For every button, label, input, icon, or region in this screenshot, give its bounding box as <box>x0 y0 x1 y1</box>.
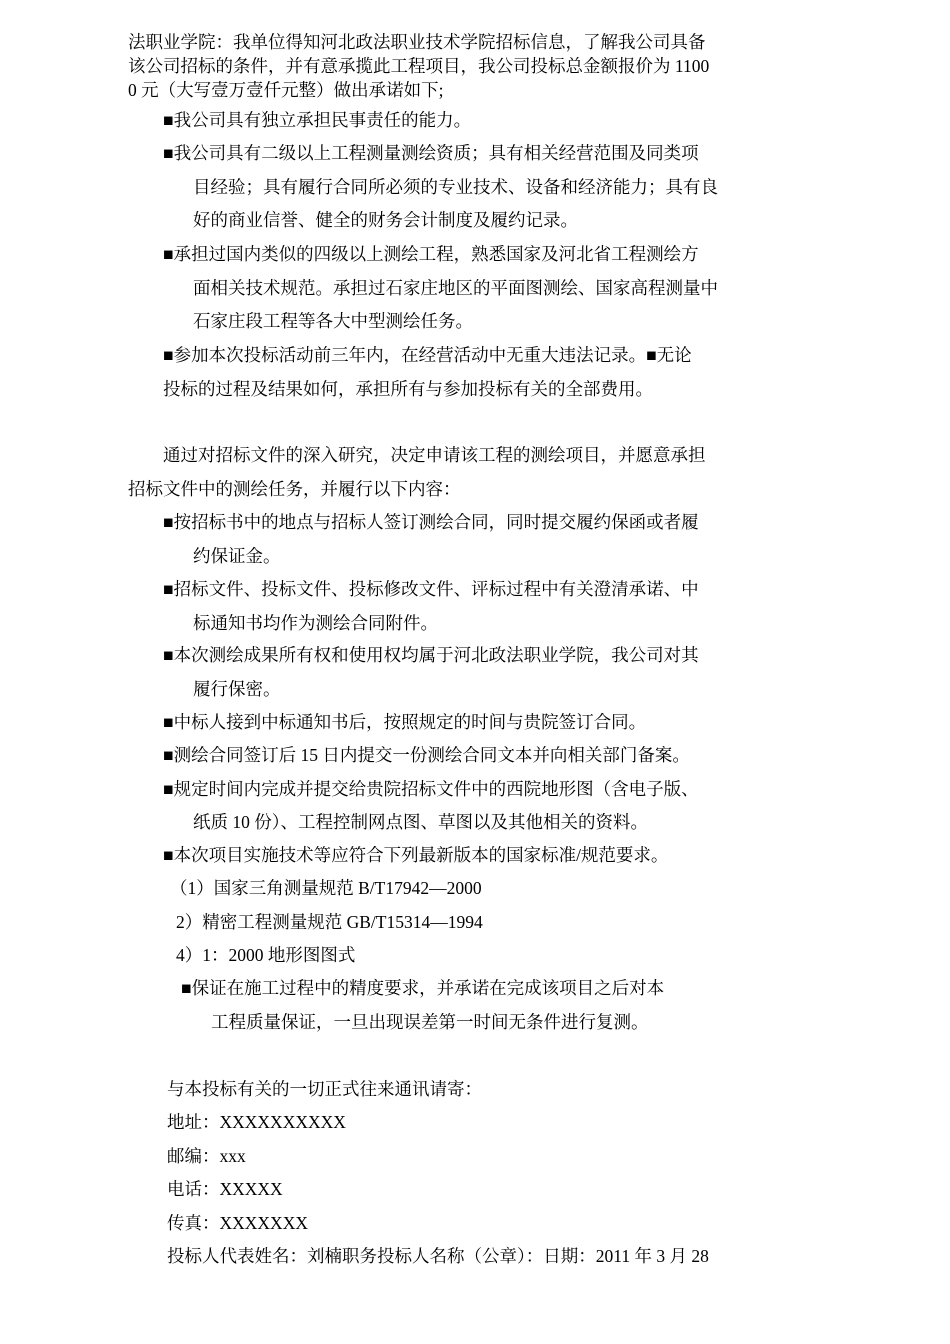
commitment-item-7: ■本次项目实施技术等应符合下列最新版本的国家标准/规范要求。 <box>163 845 669 865</box>
contact-phone: 电话：XXXXX <box>167 1179 283 1199</box>
commitment-item-2-line-2: 标通知书均作为测绘合同附件。 <box>193 613 438 633</box>
qualification-item-2-line-2: 目经验；具有履行合同所必须的专业技术、设备和经济能力；具有良 <box>193 177 718 197</box>
qualification-item-3-line-3: 石家庄段工程等各大中型测绘任务。 <box>193 311 473 331</box>
standard-item-1: （1）国家三角测量规范 B/T17942—2000 <box>170 878 482 898</box>
contact-postcode: 邮编：xxx <box>167 1146 246 1166</box>
standard-item-2: 2）精密工程测量规范 GB/T15314—1994 <box>176 912 483 932</box>
commitment-intro-line-1: 通过对招标文件的深入研究，决定申请该工程的测绘项目，并愿意承担 <box>163 445 706 465</box>
guarantee-line-1: ■保证在施工过程中的精度要求，并承诺在完成该项目之后对本 <box>181 978 665 998</box>
contact-address: 地址：XXXXXXXXXX <box>167 1112 346 1132</box>
commitment-item-1-line-1: ■按招标书中的地点与招标人签订测绘合同，同时提交履约保函或者履 <box>163 512 699 532</box>
intro-line-3: 0 元（大写壹万壹仟元整）做出承诺如下; <box>128 80 444 100</box>
commitment-item-3-line-1: ■本次测绘成果所有权和使用权均属于河北政法职业学院，我公司对其 <box>163 645 699 665</box>
commitment-item-3-line-2: 履行保密。 <box>193 679 281 699</box>
qualification-item-3-line-1: ■承担过国内类似的四级以上测绘工程，熟悉国家及河北省工程测绘方 <box>163 244 699 264</box>
commitment-item-2-line-1: ■招标文件、投标文件、投标修改文件、评标过程中有关澄清承诺、中 <box>163 579 699 599</box>
qualification-item-4-line-1: ■参加本次投标活动前三年内，在经营活动中无重大违法记录。■无论 <box>163 345 692 365</box>
commitment-item-6-line-1: ■规定时间内完成并提交给贵院招标文件中的西院地形图（含电子版、 <box>163 779 699 799</box>
qualification-item-3-line-2: 面相关技术规范。承担过石家庄地区的平面图测绘、国家高程测量中 <box>193 278 718 298</box>
commitment-intro-line-2: 招标文件中的测绘任务，并履行以下内容： <box>128 479 461 499</box>
intro-line-2: 该公司招标的条件，并有意承揽此工程项目，我公司投标总金额报价为 1100 <box>128 56 710 76</box>
guarantee-line-2: 工程质量保证，一旦出现误差第一时间无条件进行复测。 <box>211 1012 649 1032</box>
intro-line-1: 法职业学院：我单位得知河北政法职业技术学院招标信息，了解我公司具备 <box>128 32 706 52</box>
contact-intro: 与本投标有关的一切正式往来通讯请寄： <box>167 1079 482 1099</box>
contact-fax: 传真：XXXXXXX <box>167 1213 308 1233</box>
qualification-item-2-line-1: ■我公司具有二级以上工程测量测绘资质；具有相关经营范围及同类项 <box>163 143 699 163</box>
qualification-item-4-line-2: 投标的过程及结果如何，承担所有与参加投标有关的全部费用。 <box>163 379 653 399</box>
commitment-item-6-line-2: 纸质 10 份）、工程控制网点图、草图以及其他相关的资料。 <box>193 812 648 832</box>
qualification-item-2-line-3: 好的商业信誉、健全的财务会计制度及履约记录。 <box>193 210 578 230</box>
commitment-item-5: ■测绘合同签订后 15 日内提交一份测绘合同文本并向相关部门备案。 <box>163 745 690 765</box>
signature-line: 投标人代表姓名：刘楠职务投标人名称（公章）：日期：2011 年 3 月 28 <box>167 1246 709 1266</box>
qualification-item-1: ■我公司具有独立承担民事责任的能力。 <box>163 110 472 130</box>
commitment-item-4: ■中标人接到中标通知书后，按照规定的时间与贵院签订合同。 <box>163 712 647 732</box>
standard-item-3: 4）1：2000 地形图图式 <box>176 945 356 965</box>
commitment-item-1-line-2: 约保证金。 <box>193 546 281 566</box>
